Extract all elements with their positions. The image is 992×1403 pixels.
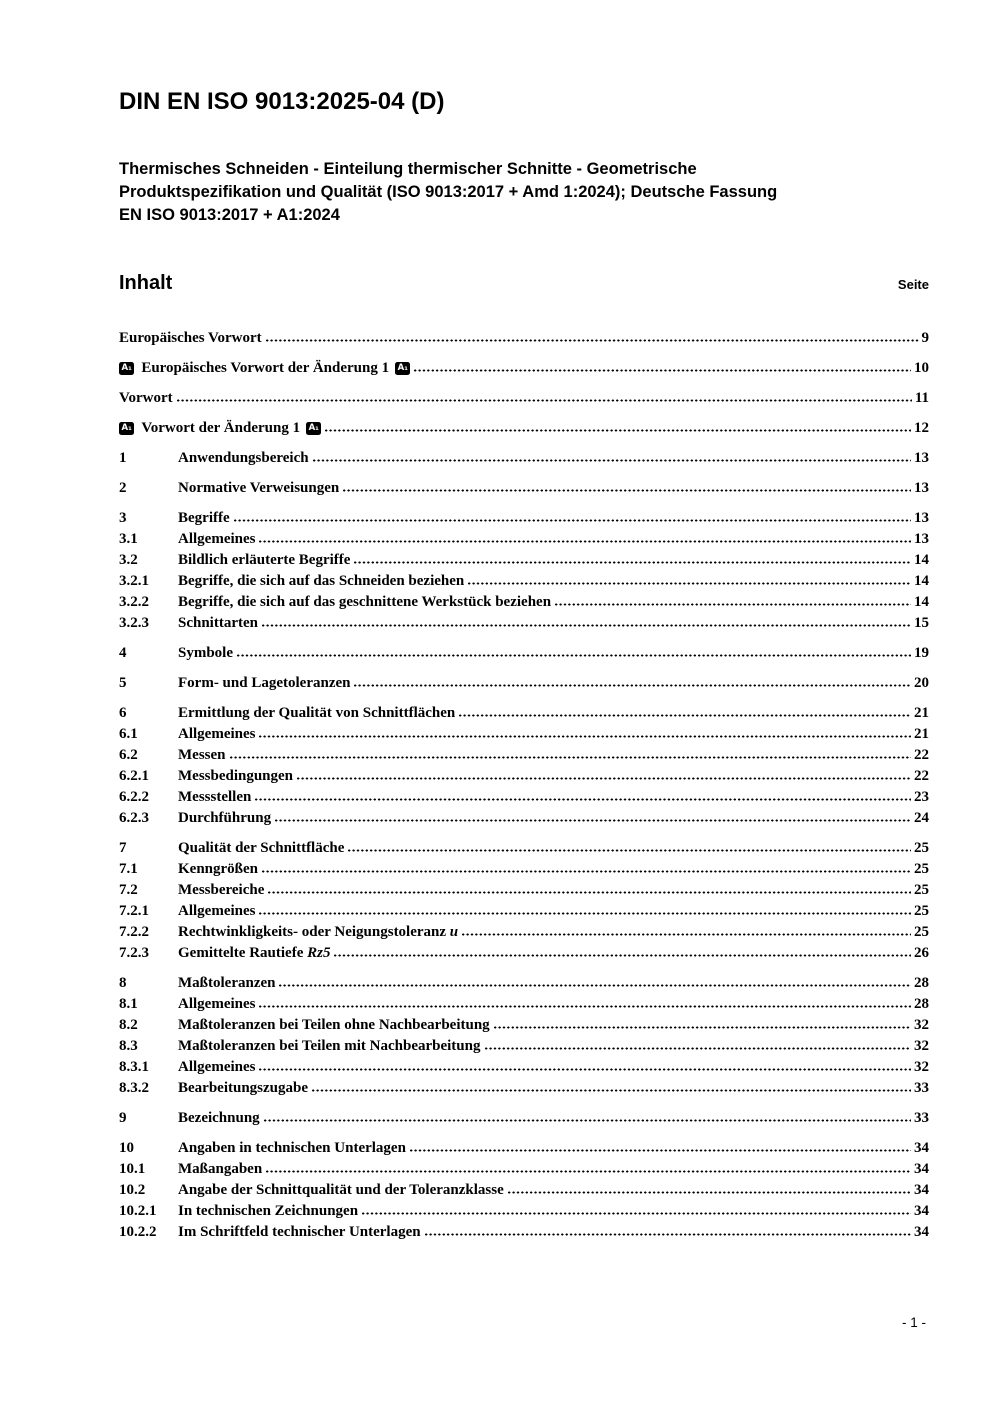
toc-entry-number: 7.1 — [119, 861, 138, 877]
toc-entry-label: Ermittlung der Qualität von Schnittflächen — [178, 705, 456, 721]
toc-entry-number: 10.2.1 — [119, 1203, 157, 1219]
toc-entry-number: 3.1 — [119, 531, 138, 547]
toc-entry-label: Angabe der Schnittqualität und der Toleranzklasse — [178, 1182, 504, 1198]
toc-entry-page: 23 — [914, 789, 929, 805]
dotted-leader — [312, 459, 911, 462]
toc-entry-label-wrap — [178, 1078, 308, 1099]
toc-entry-label: Begriffe, die sich auf das Schneiden beziehen — [178, 573, 465, 589]
doc-title-line-2: Produktspezifikation und Qualität (ISO 9013:2017 + Amd 1:2024); Deutsche Fassung — [119, 183, 778, 201]
toc-entry-page: 12 — [914, 420, 929, 436]
toc-entry-label-wrap — [178, 901, 255, 922]
toc-entry-label-wrap — [119, 418, 321, 439]
toc-entry-page: 22 — [914, 747, 929, 763]
toc-entry[interactable] — [119, 922, 929, 943]
toc-entry-page: 33 — [914, 1080, 929, 1096]
toc-entry[interactable] — [119, 859, 929, 880]
toc-entry-label: Rechtwinkligkeits- oder Neigungstoleranz — [178, 924, 450, 940]
toc-entry-number: 6.2.1 — [119, 768, 149, 784]
toc-header-row — [119, 270, 929, 297]
toc-entry-label: Messen — [178, 747, 226, 763]
toc-entry[interactable] — [119, 943, 929, 964]
toc-entry[interactable] — [119, 448, 929, 469]
toc-entry-label: Messstellen — [178, 789, 252, 805]
toc-entry[interactable] — [119, 1222, 929, 1243]
toc-entry-label: Europäisches Vorwort — [119, 330, 262, 346]
toc-entry-number: 3.2.2 — [119, 594, 149, 610]
toc-entry-number: 6.2 — [119, 747, 138, 763]
dotted-leader — [342, 489, 911, 492]
dotted-leader — [258, 1068, 911, 1071]
page-column-label: Seite — [897, 277, 929, 292]
toc-entry[interactable] — [119, 613, 929, 634]
dotted-leader — [267, 891, 911, 894]
doc-title-line-3: EN ISO 9013:2017 + A1:2024 — [119, 206, 340, 224]
toc-entry-label-wrap — [178, 1057, 255, 1078]
dotted-leader — [311, 1089, 911, 1092]
toc-entry[interactable] — [119, 973, 929, 994]
toc-entry[interactable] — [119, 388, 929, 409]
toc-entry-label-wrap — [178, 880, 264, 901]
toc-entry-page: 25 — [914, 840, 929, 856]
toc-entry[interactable] — [119, 358, 929, 379]
doc-number: DIN EN ISO 9013:2025-04 (D) — [119, 88, 445, 115]
toc-entry-number: 4 — [119, 645, 127, 661]
toc-entry[interactable] — [119, 1108, 929, 1129]
toc-entry-label: Maßangaben — [178, 1161, 263, 1177]
toc-entry-label-wrap — [178, 592, 551, 613]
toc-entry-page: 25 — [914, 882, 929, 898]
dotted-leader — [484, 1047, 912, 1050]
toc-entry-label-wrap — [178, 448, 309, 469]
toc-entry-page: 25 — [914, 903, 929, 919]
dotted-leader — [258, 1005, 911, 1008]
toc-entry-label-wrap — [178, 808, 271, 829]
toc-entry-number: 1 — [119, 450, 127, 466]
toc-entry-label: Messbedingungen — [178, 768, 294, 784]
a1-start-marker: A₁ — [119, 362, 134, 375]
toc-entry-page: 10 — [914, 360, 929, 376]
dotted-leader — [233, 519, 911, 522]
dotted-leader — [274, 819, 911, 822]
toc-entry-number: 7 — [119, 840, 127, 856]
toc-entry[interactable] — [119, 703, 929, 724]
toc-entry[interactable] — [119, 808, 929, 829]
dotted-leader — [258, 735, 911, 738]
toc-entry-label: Symbole — [178, 645, 234, 661]
dotted-leader — [263, 1119, 911, 1122]
toc-entry-label-wrap — [178, 1180, 504, 1201]
toc-entry-label-wrap — [178, 1015, 490, 1036]
toc-entry-page: 20 — [914, 675, 929, 691]
toc-entry[interactable] — [119, 1036, 929, 1057]
toc-entry-label-wrap — [178, 1108, 260, 1129]
toc-entry-label-wrap — [178, 1222, 421, 1243]
toc-entry[interactable] — [119, 592, 929, 613]
toc-entry-number: 6.2.2 — [119, 789, 149, 805]
toc-entry-label: Anwendungsbereich — [178, 450, 309, 466]
toc-entry-label-wrap — [178, 673, 350, 694]
toc-entry-page: 34 — [914, 1182, 929, 1198]
dotted-leader — [261, 870, 911, 873]
toc-entry-page: 33 — [914, 1110, 929, 1126]
dotted-leader — [236, 654, 911, 657]
toc-entry-page: 25 — [914, 861, 929, 877]
toc-entry-label-wrap — [178, 1036, 481, 1057]
toc-entry[interactable] — [119, 880, 929, 901]
toc-entry-number: 6.2.3 — [119, 810, 149, 826]
toc-entry-page: 14 — [914, 594, 929, 610]
dotted-leader — [258, 540, 911, 543]
toc-entry-page: 13 — [914, 510, 929, 526]
toc-entry-label-wrap — [178, 550, 350, 571]
toc-entry-label-italic: u — [449, 924, 459, 940]
toc-entry[interactable] — [119, 1159, 929, 1180]
toc-entry-label: Im Schriftfeld technischer Unterlagen — [178, 1224, 421, 1240]
toc-entry-number: 5 — [119, 675, 127, 691]
toc-entry[interactable] — [119, 745, 929, 766]
toc-entry[interactable] — [119, 508, 929, 529]
toc-entry[interactable] — [119, 724, 929, 745]
dotted-leader — [324, 429, 911, 432]
dotted-leader — [361, 1212, 911, 1215]
toc-entry-page: 13 — [914, 480, 929, 496]
dotted-leader — [229, 756, 912, 759]
toc-entry-label-wrap — [178, 922, 458, 943]
toc-entry-number: 3.2.1 — [119, 573, 149, 589]
toc-entry-page: 9 — [921, 330, 929, 346]
toc-entry[interactable] — [119, 571, 929, 592]
toc-entry-label-wrap — [178, 508, 230, 529]
toc-entry-label: Maßtoleranzen bei Teilen ohne Nachbearbeitung — [178, 1017, 490, 1033]
toc-entry-label: Allgemeines — [178, 903, 256, 919]
toc-list — [119, 328, 929, 1243]
dotted-leader — [261, 624, 911, 627]
dotted-leader — [353, 684, 911, 687]
toc-entry-label-wrap — [178, 643, 233, 664]
toc-entry-label-wrap — [178, 766, 293, 787]
toc-entry[interactable] — [119, 478, 929, 499]
toc-entry-number: 8.3.2 — [119, 1080, 149, 1096]
doc-title-line-1: Thermisches Schneiden - Einteilung thermischer Schnitte - Geometrische — [119, 160, 697, 178]
toc-entry-label: Schnittarten — [178, 615, 258, 631]
toc-entry-label-wrap — [178, 973, 275, 994]
toc-entry-page: 11 — [914, 390, 929, 406]
toc-entry-label: Gemittelte Rautiefe — [178, 945, 308, 961]
toc-entry-label: In technischen Zeichnungen — [178, 1203, 359, 1219]
toc-entry-label: Allgemeines — [178, 726, 256, 742]
toc-entry-label: Begriffe, die sich auf das geschnittene Werkstück beziehen — [178, 594, 552, 610]
toc-entry-label: Allgemeines — [178, 996, 256, 1012]
toc-entry-label: Maßtoleranzen — [178, 975, 276, 991]
toc-entry-label-wrap — [178, 529, 255, 550]
dotted-leader — [413, 369, 911, 372]
toc-entry-number: 8.3 — [119, 1038, 138, 1054]
toc-entry-page: 13 — [914, 531, 929, 547]
toc-entry-label-wrap — [119, 328, 262, 349]
toc-entry-label: Bearbeitungszugabe — [178, 1080, 309, 1096]
dotted-leader — [424, 1233, 911, 1236]
toc-entry-label: Allgemeines — [178, 1059, 256, 1075]
toc-entry-page: 34 — [914, 1224, 929, 1240]
toc-entry-number: 3.2.3 — [119, 615, 149, 631]
toc-entry-label: Bildlich erläuterte Begriffe — [178, 552, 351, 568]
toc-entry-page: 22 — [914, 768, 929, 784]
toc-entry-page: 25 — [914, 924, 929, 940]
toc-entry-page: 24 — [914, 810, 929, 826]
toc-entry-number: 3.2 — [119, 552, 138, 568]
dotted-leader — [507, 1191, 911, 1194]
toc-entry-page: 14 — [914, 573, 929, 589]
toc-entry[interactable] — [119, 787, 929, 808]
dotted-leader — [258, 912, 911, 915]
dotted-leader — [493, 1026, 911, 1029]
toc-entry-label-wrap — [178, 478, 339, 499]
toc-entry-number: 8.2 — [119, 1017, 138, 1033]
toc-entry-number: 10 — [119, 1140, 134, 1156]
toc-entry-label-wrap — [178, 1159, 262, 1180]
toc-entry-label-wrap — [178, 838, 344, 859]
toc-entry-page: 34 — [914, 1140, 929, 1156]
toc-entry-label: Kenngrößen — [178, 861, 259, 877]
toc-entry[interactable] — [119, 1078, 929, 1099]
toc-entry-page: 32 — [914, 1038, 929, 1054]
toc-entry-page: 21 — [914, 705, 929, 721]
dotted-leader — [347, 849, 911, 852]
toc-entry-label: Vorwort — [119, 390, 173, 406]
dotted-leader — [458, 714, 911, 717]
a1-end-marker: A₁ — [306, 422, 321, 435]
toc-entry-label: Messbereiche — [178, 882, 265, 898]
toc-entry-label-wrap — [178, 1138, 406, 1159]
toc-entry[interactable] — [119, 1180, 929, 1201]
toc-entry-number: 3 — [119, 510, 127, 526]
toc-entry-number: 10.1 — [119, 1161, 146, 1177]
toc-entry-label: Form- und Lagetoleranzen — [178, 675, 351, 691]
toc-entry-label: Begriffe — [178, 510, 230, 526]
toc-entry-label-wrap — [178, 571, 464, 592]
toc-entry-number: 7.2 — [119, 882, 138, 898]
toc-entry-label-wrap — [178, 994, 255, 1015]
toc-entry[interactable] — [119, 529, 929, 550]
toc-entry-label-wrap — [178, 943, 330, 964]
toc-entry-number: 8.1 — [119, 996, 138, 1012]
toc-entry[interactable] — [119, 766, 929, 787]
page-content — [119, 88, 929, 1243]
toc-entry[interactable] — [119, 1138, 929, 1159]
toc-entry-page: 32 — [914, 1017, 929, 1033]
toc-entry-label-wrap — [119, 388, 173, 409]
toc-entry-page: 28 — [914, 975, 929, 991]
dotted-leader — [353, 561, 911, 564]
toc-entry-page: 34 — [914, 1203, 929, 1219]
toc-entry[interactable] — [119, 1201, 929, 1222]
toc-entry-page: 14 — [914, 552, 929, 568]
toc-entry-label: Europäisches Vorwort der Änderung 1 — [141, 360, 390, 376]
toc-entry[interactable] — [119, 673, 929, 694]
dotted-leader — [333, 954, 911, 957]
toc-entry-page: 21 — [914, 726, 929, 742]
dotted-leader — [296, 777, 911, 780]
toc-entry-page: 15 — [914, 615, 929, 631]
toc-entry[interactable] — [119, 418, 929, 439]
toc-entry-number: 10.2 — [119, 1182, 146, 1198]
toc-entry-number: 7.2.1 — [119, 903, 149, 919]
dotted-leader — [265, 1170, 911, 1173]
toc-entry-label: Maßtoleranzen bei Teilen mit Nachbearbeitung — [178, 1038, 481, 1054]
toc-entry-number: 6.1 — [119, 726, 138, 742]
toc-entry-number: 9 — [119, 1110, 127, 1126]
toc-entry-label-wrap — [178, 859, 258, 880]
toc-entry[interactable] — [119, 994, 929, 1015]
toc-entry[interactable] — [119, 643, 929, 664]
dotted-leader — [254, 798, 911, 801]
dotted-leader — [409, 1149, 911, 1152]
toc-entry[interactable] — [119, 1015, 929, 1036]
toc-entry-label-wrap — [119, 358, 410, 379]
a1-start-marker: A₁ — [119, 422, 134, 435]
toc-entry-label: Qualität der Schnittfläche — [178, 840, 345, 856]
toc-entry-number: 2 — [119, 480, 127, 496]
toc-entry-label-wrap — [178, 787, 251, 808]
toc-entry-page: 28 — [914, 996, 929, 1012]
toc-entry-number: 8.3.1 — [119, 1059, 149, 1075]
toc-entry[interactable] — [119, 1057, 929, 1078]
toc-entry-label: Angaben in technischen Unterlagen — [178, 1140, 406, 1156]
toc-entry-number: 8 — [119, 975, 127, 991]
toc-entry-label: Normative Verweisungen — [178, 480, 340, 496]
toc-entry-page: 34 — [914, 1161, 929, 1177]
toc-entry-label-wrap — [178, 703, 455, 724]
toc-entry-label: Vorwort der Änderung 1 — [141, 420, 301, 436]
toc-entry-page: 13 — [914, 450, 929, 466]
dotted-leader — [467, 582, 911, 585]
toc-entry-label-wrap — [178, 724, 255, 745]
toc-entry-label: Durchführung — [178, 810, 272, 826]
dotted-leader — [265, 339, 919, 342]
toc-entry[interactable] — [119, 550, 929, 571]
footer-page-number: - 1 - — [901, 1315, 926, 1330]
toc-entry-label-wrap — [178, 1201, 358, 1222]
dotted-leader — [554, 603, 911, 606]
toc-entry-label-italic: Rz5 — [307, 945, 331, 961]
doc-title — [119, 158, 929, 227]
dotted-leader — [461, 933, 911, 936]
dotted-leader — [278, 984, 911, 987]
toc-entry-page: 32 — [914, 1059, 929, 1075]
toc-entry-label-wrap — [178, 613, 258, 634]
toc-entry[interactable] — [119, 838, 929, 859]
toc-entry-number: 7.2.2 — [119, 924, 149, 940]
toc-entry-number: 10.2.2 — [119, 1224, 157, 1240]
toc-entry[interactable] — [119, 328, 929, 349]
toc-entry-label: Allgemeines — [178, 531, 256, 547]
toc-entry-page: 26 — [914, 945, 929, 961]
dotted-leader — [176, 399, 912, 402]
toc-entry-label-wrap — [178, 745, 226, 766]
toc-entry-number: 7.2.3 — [119, 945, 149, 961]
toc-entry-page: 19 — [914, 645, 929, 661]
a1-end-marker: A₁ — [395, 362, 410, 375]
toc-entry-label: Bezeichnung — [178, 1110, 260, 1126]
toc-entry[interactable] — [119, 901, 929, 922]
toc-heading: Inhalt — [119, 272, 173, 294]
toc-entry-number: 6 — [119, 705, 127, 721]
